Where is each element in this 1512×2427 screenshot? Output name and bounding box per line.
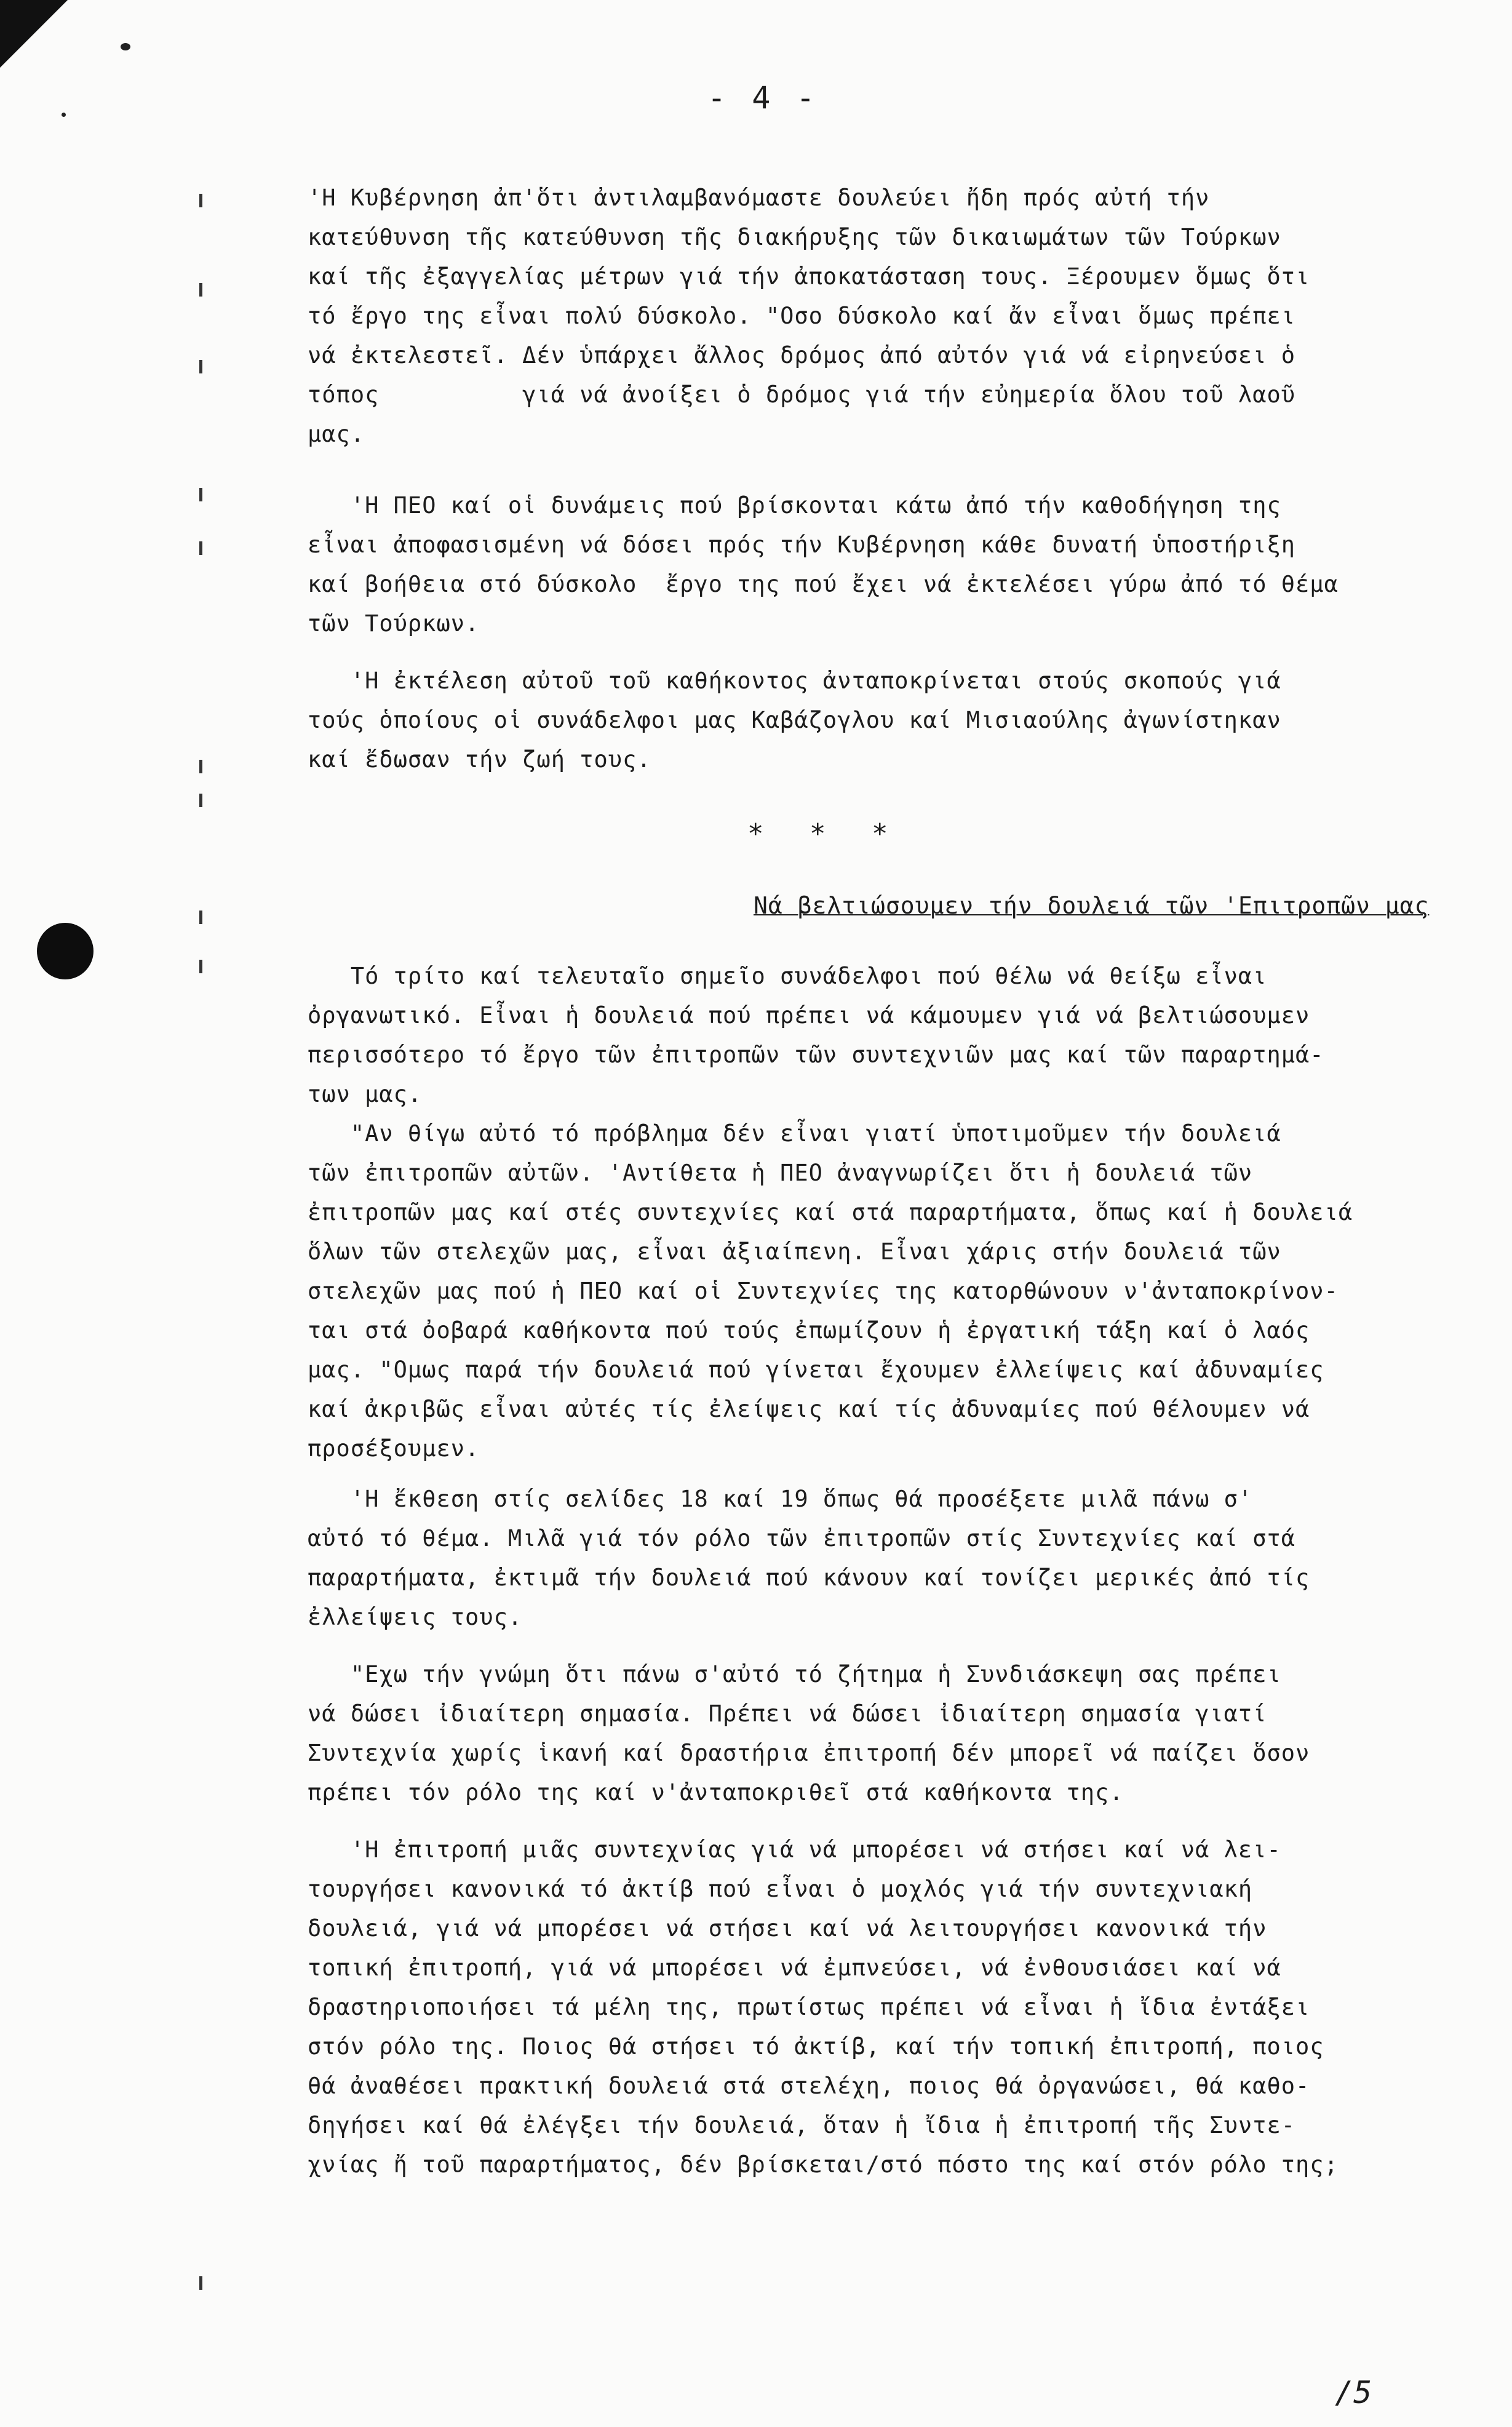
margin-tick xyxy=(199,911,202,924)
section-stars: * * * xyxy=(747,818,903,850)
paragraph-peo-support: 'Η ΠΕΟ καί οἱ δυνάμεις πού βρίσκονται κάτω ἀπό τήν καθοδήγηση της εἶναι ἀποφασισμένη νά δόσει πρός τήν Κυβέρνηση κάθε δυνατή ὑποστήριξη καί βοήθεια στό δύσκολο ἔργο της πού ἔχει νά ἐκτελέσει γύρω ἀπό τό θέμα τῶν Τούρκων. xyxy=(308,492,1339,637)
page-number: - 4 - xyxy=(707,80,819,116)
punch-hole xyxy=(37,923,94,979)
margin-tick xyxy=(199,541,202,555)
paragraph-organisational: Τό τρίτο καί τελευταῖο σημεῖο συνάδελφοι πού θέλω νά θείξω εἶναι ὀργανωτικό. Εἶναι ἡ δουλειά πού πρέπει νά κάμουμεν γιά νά βελτιώσουμεν περισσότερο τό ἔργο τῶν ἐπιτροπῶν τῶν συντεχνιῶν μας καί τῶν παραρτημά- των μας. "Αν θίγω αὐτό τό πρόβλημα δέν εἶναι γιατί ὑποτιμοῦμεν τήν δουλειά τῶν ἐπιτροπῶν αὐτῶν. 'Αντίθετα ἡ ΠΕΟ ἀναγνωρίζει ὅτι ἡ δουλειά τῶν ἐπιτροπῶν μας καί στές συντεχνίες καί στά παραρτήματα, ὅπως καί ἡ δουλειά ὅλων τῶν στελεχῶν μας, εἶναι ἀξιαίπενη. Εἶναι χάρις στήν δουλειά τῶν στελεχῶν μας πού ἡ ΠΕΟ καί οἱ Συντεχνίες της κατορθώνουν ν'ἀνταποκρίνον- ται στά ὀοβαρά καθήκοντα πού τούς ἐπωμίζουν ἡ ἐργατική τάξη καί ὁ λαός μας. "Ομως παρά τήν δουλειά πού γίνεται ἔχουμεν ἐλλείψεις καί ἀδυναμίες καί ἀκριβῶς εἶναι αὐτές τίς ἐλείψεις καί τίς ἀδυναμίες πού θέλουμεν νά προσέξουμεν. xyxy=(308,963,1353,1462)
scan-speck xyxy=(121,43,130,50)
paragraph-duty: 'Η ἐκτέλεση αὐτοῦ τοῦ καθήκοντος ἀνταποκρίνεται στούς σκοπούς γιά τούς ὁποίους οἱ συνάδελφοι μας Καβάζογλου καί Μισιαούλης ἀγωνίστηκαν καί ἔδωσαν τήν ζωή τους. xyxy=(308,668,1281,773)
handwritten-page-mark: /5 xyxy=(1335,2375,1372,2410)
margin-tick xyxy=(199,194,202,207)
margin-tick xyxy=(199,960,202,973)
paragraph-opinion: "Εχω τήν γνώμη ὅτι πάνω σ'αὐτό τό ζήτημα ἡ Συνδιάσκεψη σας πρέπει νά δώσει ἰδιαίτερη σημασία. Πρέπει νά δώσει ἰδιαίτερη σημασία γιατί Συντεχνία χωρίς ἱκανή καί δραστήρια ἐπιτροπή δέν μπορεῖ νά παίζει ὅσον πρέπει τόν ρόλο της καί ν'ἀνταποκριθεῖ στά καθήκοντα της. xyxy=(308,1661,1310,1806)
scan-speck xyxy=(62,113,66,117)
margin-tick xyxy=(199,488,202,501)
paragraph-government: 'Η Κυβέρνηση ἀπ'ὅτι ἀντιλαμβανόμαστε δουλεύει ἤδη πρός αὐτή τήν κατεύθυνση τῆς κατεύθυνση τῆς διακήρυξης τῶν δικαιωμάτων τῶν Τούρκων καί τῆς ἐξαγγελίας μέτρων γιά τήν ἀποκατάσταση τους. Ξέρουμεν ὅμως ὅτι τό ἔργο της εἶναι πολύ δύσκολο. "Οσο δύσκολο καί ἄν εἶναι ὅμως πρέπει νά ἐκτελεστεῖ. Δέν ὑπάρχει ἄλλος δρόμος ἀπό αὐτόν γιά νά εἰρηνεύσει ὁ τόπος γιά νά ἀνοίξει ὁ δρόμος γιά τήν εὐημερία ὅλου τοῦ λαοῦ μας. xyxy=(308,185,1310,447)
paragraph-report: 'Η ἔκθεση στίς σελίδες 18 καί 19 ὅπως θά προσέξετε μιλᾶ πάνω σ' αὐτό τό θέμα. Μιλᾶ γιά τόν ρόλο τῶν ἐπιτροπῶν στίς Συντεχνίες καί στά παραρτήματα, ἐκτιμᾶ τήν δουλειά πού κάνουν καί τονίζει μερικές ἀπό τίς ἐλλείψεις τους. xyxy=(308,1486,1310,1630)
margin-tick xyxy=(199,794,202,807)
paragraph-committee: 'Η ἐπιτροπή μιᾶς συντεχνίας γιά νά μπορέσει νά στήσει καί νά λει- τουργήσει κανονικά τό ἀκτίβ πού εἶναι ὁ μοχλός γιά τήν συντεχνιακή δουλειά, γιά νά μπορέσει νά στήσει καί νά λειτουργήσει κανονικά τήν τοπική ἐπιτροπή, γιά νά μπορέσει νά ἐμπνεύσει, νά ἐνθουσιάσει καί νά δραστηριοποιήσει τά μέλη της, πρωτίστως πρέπει νά εἶναι ἡ ἴδια ἐντάξει στόν ρόλο της. Ποιος θά στήσει τό ἀκτίβ, καί τήν τοπική ἐπιτροπή, ποιος θά ἀναθέσει πρακτική δουλειά στά στελέχη, ποιος θά ὀργανώσει, θά καθο- δηγήσει καί θά ἐλέγξει τήν δουλειά, ὅταν ἡ ἴδια ἡ ἐπιτροπή τῆς Συντε- χνίας ἤ τοῦ παραρτήματος, δέν βρίσκεται/στό πόστο της καί στόν ρόλο της; xyxy=(308,1836,1339,2178)
margin-tick xyxy=(199,2276,202,2290)
margin-tick xyxy=(199,283,202,297)
section-heading: Νά βελτιώσουμεν τήν δουλειά τῶν 'Επιτροπῶν μας xyxy=(754,892,1430,919)
corner-shadow xyxy=(0,0,68,68)
margin-tick xyxy=(199,760,202,773)
margin-tick xyxy=(199,360,202,373)
